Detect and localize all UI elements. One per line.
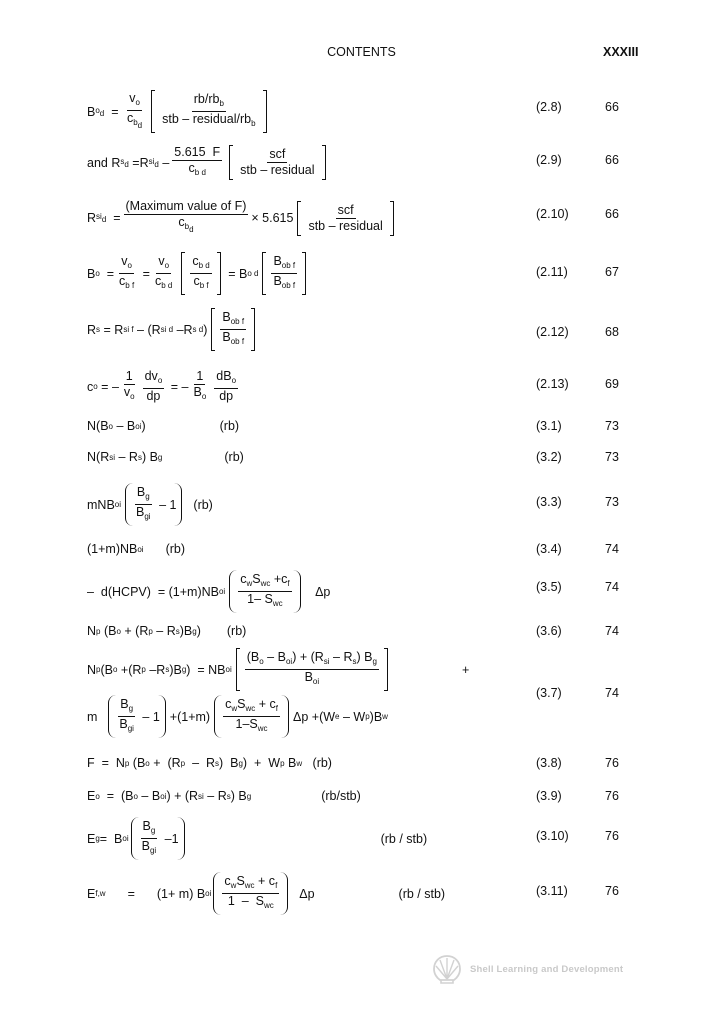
equation-row-3-7 (87, 648, 627, 742)
equation-row-2-13 (87, 369, 627, 405)
equation-formula: c o = – $\frac{1}{v_o}$ $\frac{dv_o}{dp}$ = – $\frac{1}{B_o}$ $\frac{dB_o}{dp}$ (87, 369, 237, 403)
equation-page: 76 (605, 789, 619, 803)
equation-number: (3.3) (536, 495, 562, 509)
equation-formula: N p (B o + (R p – R s )B g ) (rb) (87, 624, 247, 638)
equation-row-3-9 (87, 789, 627, 807)
equation-number: (2.9) (536, 153, 562, 167)
equation-formula: N(B o – B oi ) (rb) (87, 419, 240, 433)
equation-page: 69 (605, 377, 619, 391)
equation-row-2-12 (87, 308, 627, 354)
unit-rb-stb: (rb/stb) (321, 789, 361, 803)
unit-rb: (rb) (312, 756, 332, 770)
equation-number: (2.13) (536, 377, 569, 391)
unit-rb: (rb) (219, 419, 240, 433)
equation-formula: and R $s_d$ =R $si_d$ – $\frac{5.615 F}{c_{b d}}$ $\frac{\text{scf}}{\text{stb – residual}}$ (87, 145, 330, 180)
shell-logo-icon (432, 954, 462, 984)
equation-row-3-6 (87, 624, 627, 642)
equation-row-3-10 (87, 817, 627, 859)
equation-number: (3.7) (536, 686, 562, 700)
unit-rb-stb: (rb / stb) (380, 831, 428, 846)
equation-formula: mNB oi $\frac{B_g}{B_{gi}}$ – 1 (rb) (87, 483, 213, 526)
equation-row-3-4 (87, 542, 627, 560)
equation-formula: B $o_d$ = $\frac{v_o}{c_{b_d}}$ $\frac{rb/rb_b}{stb - residual/rb_b}$ (87, 90, 271, 133)
equation-page: 73 (605, 450, 619, 464)
equation-row-3-2 (87, 450, 627, 468)
equation-formula: F = N p (B o + (R p – R s ) B g ) + W p B w (rb) (87, 756, 332, 770)
equation-number: (3.8) (536, 756, 562, 770)
equation-number: (3.10) (536, 829, 569, 843)
equation-formula-line-1: N p (B o +(R p –R s )B g ) = NB oi $\frac{(B_o - B_{oi}) + (R_{si} - R_s) B_g}{B_{oi}}$ + (87, 648, 469, 691)
equation-row-2-10 (87, 197, 627, 237)
equation-formula: E f,w = (1+ m) B oi $\frac{c_wS_{wc} + c_f}{1 - S_{wc}}$ Δp (rb / stb) (87, 872, 445, 915)
equation-row-3-8 (87, 756, 627, 774)
footer (432, 954, 623, 984)
equation-row-3-3 (87, 483, 627, 525)
equation-number: (2.12) (536, 325, 569, 339)
equation-page: 76 (605, 756, 619, 770)
unit-scf: scf (269, 147, 286, 161)
equation-number: (3.4) (536, 542, 562, 556)
unit-rb: (rb) (165, 542, 186, 556)
unit-rb: (rb) (193, 497, 213, 512)
equation-page: 74 (605, 686, 619, 700)
equation-number: (2.10) (536, 207, 569, 221)
equation-number: (3.9) (536, 789, 562, 803)
equation-page: 76 (605, 829, 619, 843)
equation-formula: E o = (B o – B oi ) + (R si – R s ) B g (rb/stb) (87, 789, 361, 803)
equation-page: 66 (605, 153, 619, 167)
max-value-f: (Maximum value of F) (125, 199, 247, 213)
unit-rb-stb: (rb / stb) (398, 886, 446, 901)
unit-rb: (rb) (226, 624, 247, 638)
equation-number: (3.5) (536, 580, 562, 594)
page-number: XXXIII (603, 45, 639, 59)
equation-page: 66 (605, 100, 619, 114)
times-5615: × 5.615 (251, 211, 294, 225)
equation-formula: – d(HCPV) = (1+m)NB oi $\frac{c_wS_{wc} +c_f}{1- S_{wc}}$ Δp (87, 570, 330, 613)
equation-page: 73 (605, 495, 619, 509)
equation-page: 74 (605, 542, 619, 556)
equation-page: 68 (605, 325, 619, 339)
equation-page: 76 (605, 884, 619, 898)
equation-number: (3.6) (536, 624, 562, 638)
page-header-title: CONTENTS (327, 45, 396, 59)
unit-rb: (rb) (224, 450, 244, 464)
equation-number: (2.11) (536, 265, 568, 279)
delta-p: Δp (315, 584, 331, 599)
equation-number: (2.8) (536, 100, 562, 114)
equation-formula: E g = B oi $\frac{B_g}{B_{gi}}$ –1 (rb / stb) (87, 817, 427, 860)
equation-formula: R s = R si f – (R si d –R s d ) $\frac{B_{ob f}}{B_{ob f}}$ (87, 308, 259, 351)
equation-page: 73 (605, 419, 619, 433)
equation-formula-line-2: m $\frac{B_g}{B_{gi}}$ – 1 + (1+m) $\frac{c_wS_{wc} + c_f}{1-S_{wc}}$ Δp +(W e – W p )B w (87, 695, 388, 738)
equation-row-2-8 (87, 88, 627, 130)
equation-formula: B o = $\frac{v_o}{c_{b f}}$ = $\frac{v_o}{c_{b d}}$ $\frac{c_{b d}}{c_{b f}}$ = B o d $\frac{B_{ob f}}{B_{ob f}}$ (87, 252, 310, 295)
equation-row-2-9 (87, 143, 627, 183)
equation-row-3-5 (87, 570, 627, 610)
equation-row-3-11 (87, 872, 627, 912)
equation-number: (3.1) (536, 419, 562, 433)
equation-formula: N(R si – R s ) B g (rb) (87, 450, 244, 464)
equation-row-2-11 (87, 252, 627, 294)
equation-page: 66 (605, 207, 619, 221)
equation-page: 74 (605, 624, 619, 638)
equation-formula: (1+m)NB oi (rb) (87, 542, 186, 556)
footer-text: Shell Learning and Development (470, 963, 624, 975)
one-plus-m: (1+m) (177, 709, 211, 724)
equation-number: (3.11) (536, 884, 568, 898)
equation-number: (3.2) (536, 450, 562, 464)
unit-stb-residual: stb – residual (240, 163, 315, 177)
equation-formula: R $si_d$ = $\frac{\text{(Maximum value of F)}}{c_{b_d}}$ × 5.615 $\frac{\text{scf}}{\text{stb – residual}}$ (87, 199, 398, 237)
and-word: and (87, 155, 108, 170)
equation-page: 67 (605, 265, 619, 279)
equation-page: 74 (605, 580, 619, 594)
equation-row-3-1 (87, 419, 627, 437)
